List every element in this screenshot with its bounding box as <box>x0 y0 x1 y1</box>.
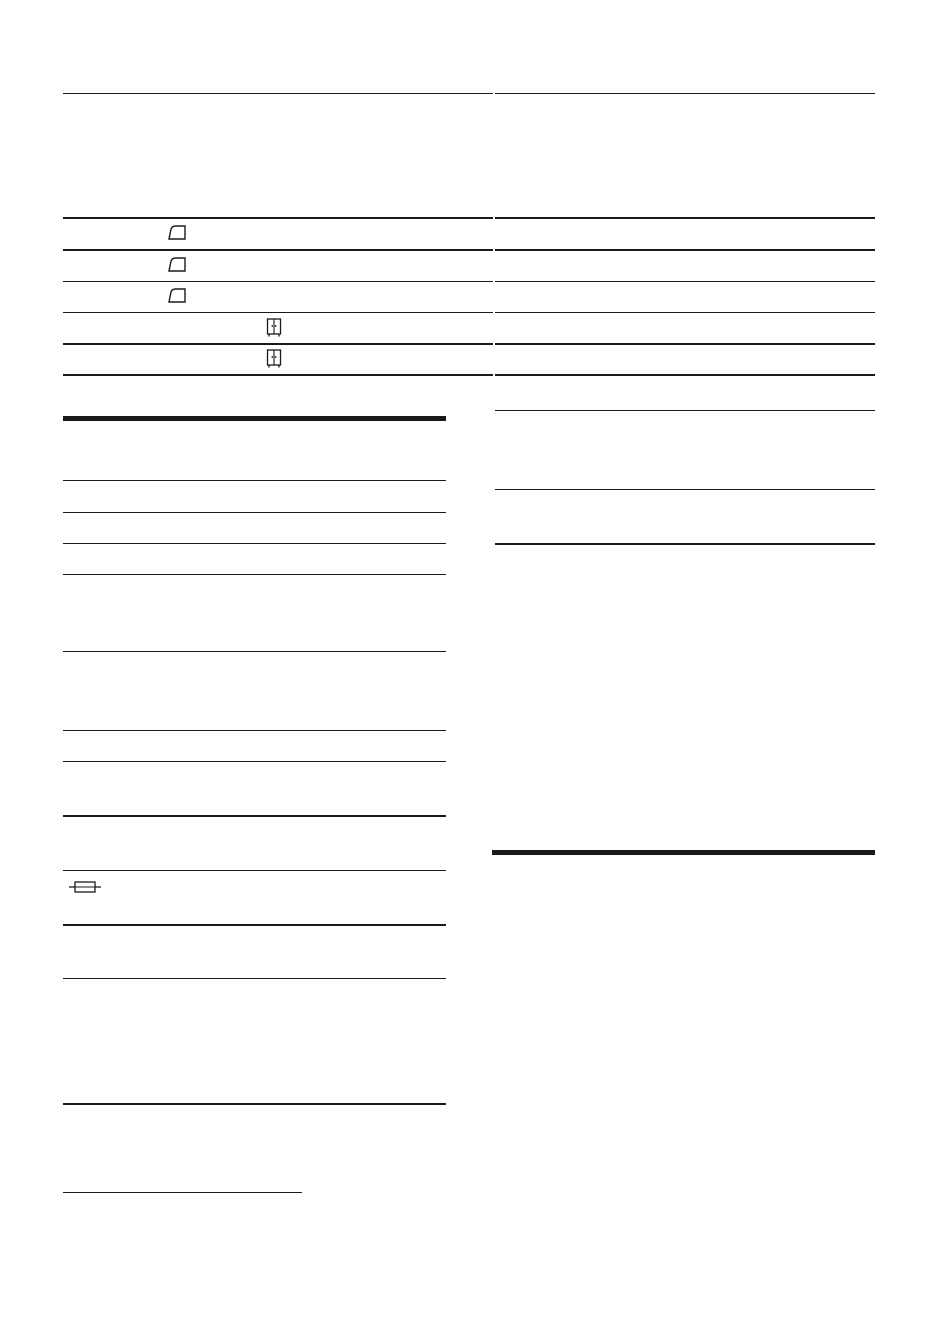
table-row-rule <box>63 374 493 376</box>
table-row-rule <box>63 978 446 979</box>
table-row-rule <box>495 489 875 490</box>
table-row-rule <box>495 374 875 376</box>
table-row-rule <box>495 281 875 282</box>
table-row-rule <box>63 651 446 652</box>
left-table-header-bar <box>63 416 446 421</box>
iron-icon <box>167 288 187 304</box>
wardrobe-icon <box>266 349 282 368</box>
top-table-divider-left <box>63 217 493 219</box>
table-row-rule <box>63 761 446 762</box>
table-row-rule <box>495 312 875 313</box>
table-row-rule <box>63 512 446 513</box>
table-row-rule <box>63 480 446 481</box>
table-row-rule <box>63 815 446 817</box>
iron-icon <box>167 257 187 273</box>
wardrobe-icon <box>266 318 282 337</box>
top-table-header-rule-right <box>495 93 875 94</box>
table-row-rule <box>495 343 875 345</box>
table-row-rule <box>63 924 446 926</box>
top-table-divider-right <box>495 217 875 219</box>
table-row-rule <box>495 543 875 545</box>
top-table-header-rule-left <box>63 93 493 94</box>
table-row-rule <box>63 730 446 731</box>
table-row-rule <box>495 410 875 411</box>
footnote-rule <box>63 1192 302 1193</box>
table-row-rule <box>63 574 446 575</box>
right-section-header-bar <box>492 850 875 855</box>
table-row-rule <box>63 543 446 544</box>
table-row-rule <box>495 249 875 251</box>
table-row-rule <box>63 281 493 282</box>
table-row-rule <box>63 870 446 871</box>
table-row-rule <box>63 343 493 345</box>
table-row-rule <box>63 249 493 251</box>
table-row-rule <box>63 312 493 313</box>
table-row-rule <box>63 1103 446 1105</box>
fuse-icon <box>69 880 101 894</box>
iron-icon <box>167 225 187 241</box>
